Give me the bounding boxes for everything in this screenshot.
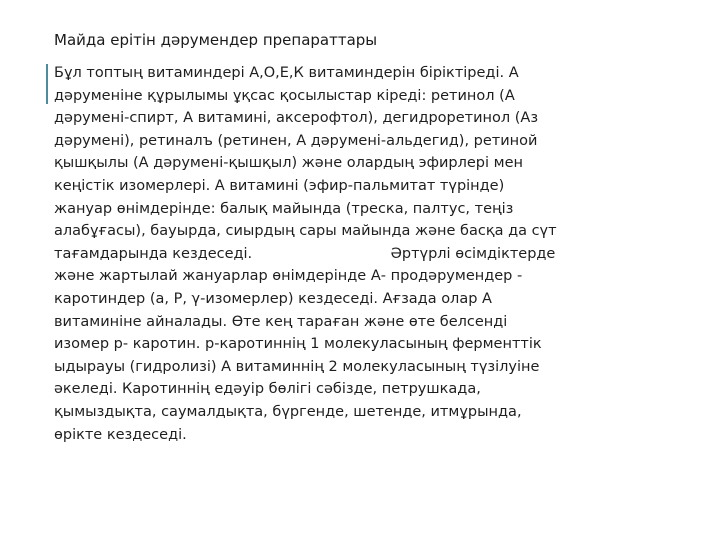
body-line: ыдырауы (гидролизі) А витаминнің 2 молекуласының түзілуіне (54, 358, 540, 375)
body-line: қымыздықта, саумалдықта, бүргенде, шетенде, итмұрында, (54, 403, 522, 420)
body-line: дәрумені-спирт, А витамині, аксерофтол), дегидроретинол (Аз (54, 110, 539, 127)
body-line: алабұғасы), бауырда, сиырдың сары майында және басқа да сүт (54, 223, 557, 240)
accent-bar (46, 64, 48, 104)
body-line: дәрумені), ретиналъ (ретинен, А дәрумені-альдегид), ретиной (54, 132, 538, 149)
body-line: Бұл топтың витаминдері А,О,Е,К витаминдерін біріктіреді. А (54, 65, 519, 81)
slide-title: Майда ерітін дәрумендер препараттары (54, 31, 378, 49)
body-line: кеңістік изомерлері. А витамині (эфир-пальмитат түрінде) (54, 177, 505, 194)
body-line: өрікте кездеседі. (54, 426, 187, 443)
body-line: жануар өнімдерінде: балық майында (треска, палтус, теңіз (54, 200, 514, 217)
body-line: каротиндер (а, Р, γ-изомерлер) кездеседі. Ағзада олар А (54, 290, 492, 307)
body-text (54, 62, 624, 446)
body-line: қышқылы (А дәрумені-қышқыл) және олардың эфирлері мен (54, 155, 523, 172)
body-line: тағамдарында кездеседі. Әртүрлі өсімдіктерде (54, 245, 556, 262)
body-line: және жартылай жануарлар өнімдерінде А- продәрумендер - (54, 268, 523, 285)
body-line: дәруменіне құрылымы ұқсас қосылыстар кіреді: ретинол (А (54, 87, 515, 104)
body-line: изомер р- каротин. р-каротиннің 1 молекуласының ферменттік (54, 336, 542, 353)
body-line: витаминіне айналады. Өте кең тараған және өте белсенді (54, 313, 508, 330)
body-line: әкеледі. Каротиннің едәуір бөлігі сәбізде, петрушкада, (54, 381, 481, 398)
